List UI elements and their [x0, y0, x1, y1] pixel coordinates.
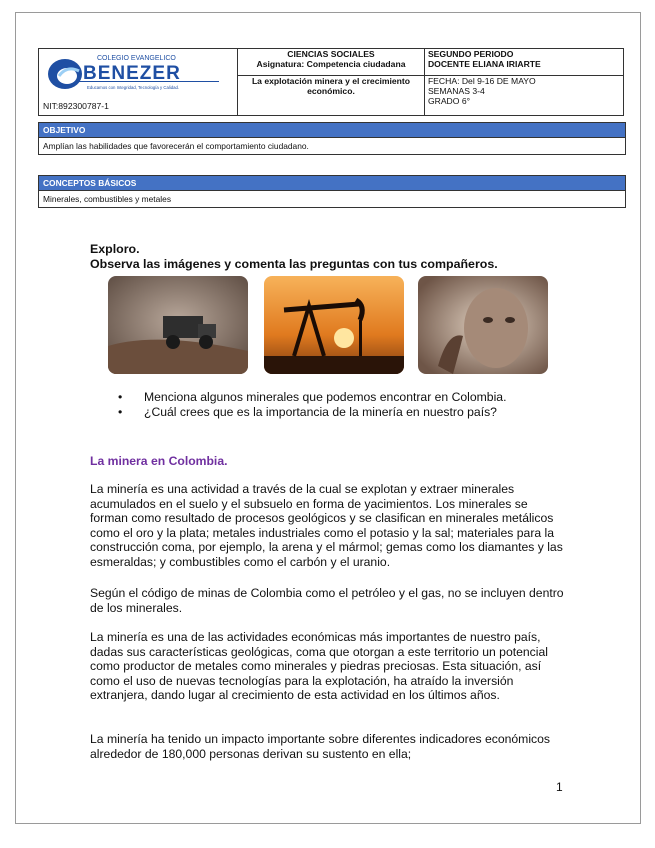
questions-list: [118, 390, 506, 420]
paragraph: La minería ha tenido un impacto importante sobre diferentes indicadores económicos alrededor de 180,000 personas derivan su sustento en ella;: [90, 732, 551, 761]
date: FECHA: Del 9-16 DE MAYO: [427, 76, 536, 87]
paragraph: La minería es una de las actividades económicas más importantes de nuestro país, dadas sus características geológicas, coma que otorgan a este territorio un potencial como productor de metales como minerales y piedras preciosas. Esta situación, así como el uso de nuevas tecnologías para la explotación, ha atraído la inversión extranjera, dando lugar al crecimiento de esta actividad en los últimos años.: [90, 630, 548, 703]
subject: CIENCIAS SOCIALES: [287, 49, 375, 59]
topic: La explotación minera y el crecimiento económico.: [251, 76, 411, 97]
question-item: • ¿Cuál crees que es la importancia de la minería en nuestro país?: [118, 405, 506, 420]
logo-top-text: COLEGIO EVANGELICO: [97, 55, 176, 62]
logo-cell: [39, 49, 238, 116]
topic-cell: [238, 76, 425, 116]
period-cell: [424, 49, 623, 76]
subject-cell: [238, 49, 425, 76]
teacher: DOCENTE ELIANA IRIARTE: [427, 59, 541, 69]
school-logo: [45, 53, 221, 93]
objetivo-text: Amplían las habilidades que favorecerán el comportamiento ciudadano.: [39, 137, 625, 154]
mining-truck-image: [108, 276, 248, 374]
paragraph: Según el código de minas de Colombia como el petróleo y el gas, no se incluyen dentro de los minerales.: [90, 586, 564, 615]
date-cell: [424, 76, 623, 116]
oil-pump-image: [264, 276, 404, 374]
paragraph: La minería es una actividad a través de la cual se explotan y extraer minerales acumulados en el suelo y el subsuelo en forma de yacimientos. Los minerales se forman como resultado de procesos geológicos y se clasifican en minerales metálicos como el oro y la plata; metales industriales como el potasio y la sal; materiales para la construcción coma, por ejemplo, la arena y el mármol; gemas como los diamantes y las esmeraldas; y combustibles como el carbón y el uranio.: [90, 482, 563, 569]
objetivo-label: OBJETIVO: [39, 123, 625, 137]
conceptos-label: CONCEPTOS BÁSICOS: [39, 176, 625, 190]
explore-heading: [90, 242, 498, 272]
logo-name: BENEZER: [83, 63, 181, 84]
period: SEGUNDO PERIODO: [427, 49, 514, 59]
question-item: • Menciona algunos minerales que podemos encontrar en Colombia.: [118, 390, 506, 405]
grade: GRADO 6°: [427, 96, 471, 107]
conceptos-box: [38, 175, 626, 208]
section-title: La minera en Colombia.: [90, 454, 228, 468]
logo-tagline: Educamos con Integridad, Tecnología y Calidad.: [87, 85, 180, 90]
weeks: SEMANAS 3-4: [427, 86, 485, 97]
asignatura: Asignatura: Competencia ciudadana: [256, 59, 406, 69]
explore-instruction: Observa las imágenes y comenta las preguntas con tus compañeros.: [90, 257, 498, 271]
header-table: [38, 48, 624, 116]
conceptos-text: Minerales, combustibles y metales: [39, 190, 625, 207]
mining-images: [108, 276, 548, 374]
explore-title: Exploro.: [90, 242, 140, 256]
objetivo-box: [38, 122, 626, 155]
miner-face-image: [418, 276, 548, 374]
page-number: 1: [556, 780, 563, 794]
nit: NIT:892300787-1: [43, 101, 109, 111]
